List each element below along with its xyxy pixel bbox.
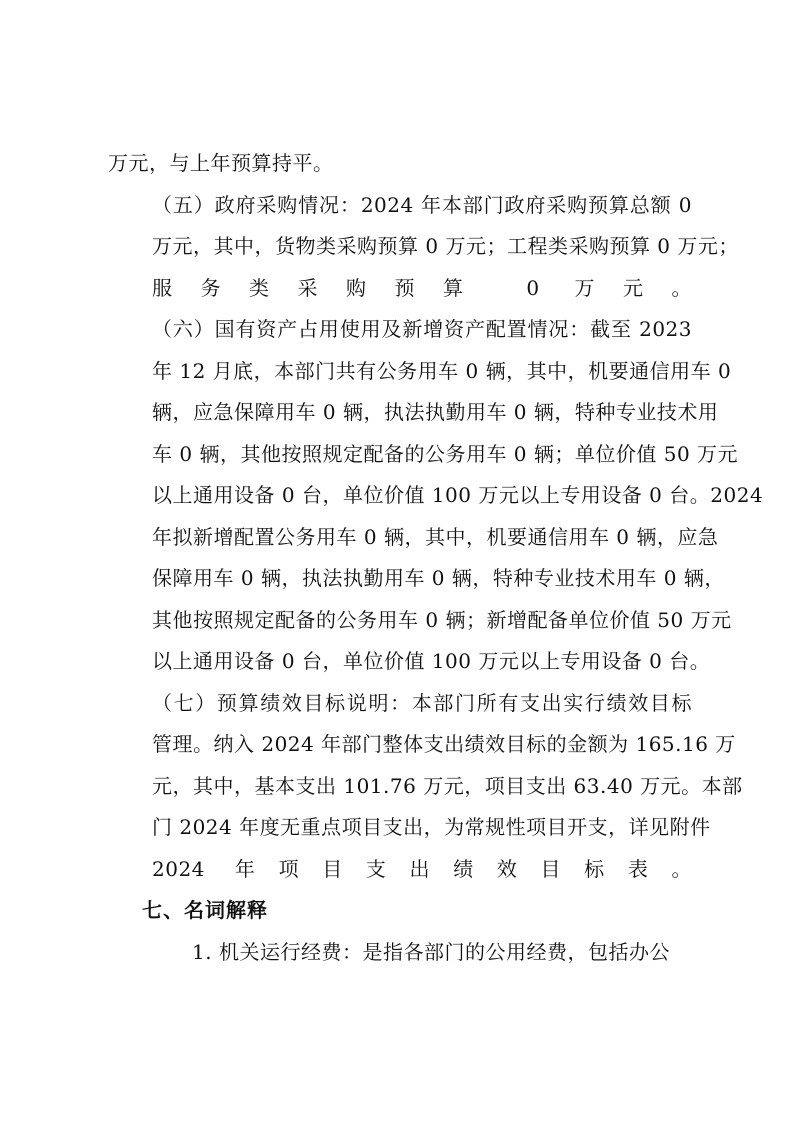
text-line: 元，其中，基本支出 101.76 万元，项目支出 63.40 万元。本部 bbox=[152, 773, 743, 798]
text-line: 门 2024 年度无重点项目支出，为常规性项目开支，详见附件 bbox=[152, 815, 711, 839]
paragraph-terms bbox=[108, 932, 692, 974]
text-line: 年 12 月底，本部门共有公务用车 0 辆，其中，机要通信用车 0 bbox=[152, 358, 732, 383]
text-line: （五）政府采购情况：2024 年本部门政府采购预算总额 0 bbox=[152, 192, 692, 217]
text-line: 以上通用设备 0 台，单位价值 100 万元以上专用设备 0 台。2024 bbox=[152, 483, 764, 507]
text-line: 万元，与上年预算持平。 bbox=[108, 151, 334, 175]
paragraph-continuation bbox=[108, 143, 692, 185]
section-heading-glossary: 七、名词解释 bbox=[142, 898, 268, 922]
text-line: 服务类采购预算 0 万元。 bbox=[152, 275, 692, 300]
text-line: 1. 机关运行经费：是指各部门的公用经费，包括办公 bbox=[192, 939, 670, 964]
text-line: 万元，其中，货物类采购预算 0 万元；工程类采购预算 0 万元； bbox=[152, 234, 739, 258]
document-body bbox=[108, 143, 764, 973]
text-line: 年拟新增配置公务用车 0 辆，其中，机要通信用车 0 辆，应急 bbox=[152, 524, 719, 549]
text-line: 2024 年项目支出绩效目标表。 bbox=[152, 856, 692, 881]
text-line: （七）预算绩效目标说明：本部门所有支出实行绩效目标 bbox=[152, 690, 692, 715]
paragraph-state-assets bbox=[108, 309, 764, 683]
text-line: 车 0 辆，其他按照规定配备的公务用车 0 辆；单位价值 50 万元 bbox=[152, 441, 739, 466]
text-line: 其他按照规定配备的公务用车 0 辆；新增配备单位价值 50 万元 bbox=[152, 607, 732, 632]
text-line: 辆，应急保障用车 0 辆，执法执勤用车 0 辆，特种专业技术用 bbox=[152, 400, 719, 424]
paragraph-government-procurement bbox=[108, 185, 739, 310]
text-line: （六）国有资产占用使用及新增资产配置情况：截至 2023 bbox=[152, 317, 692, 341]
text-line: 保障用车 0 辆，执法执勤用车 0 辆，特种专业技术用车 0 辆， bbox=[152, 566, 725, 590]
text-line: 以上通用设备 0 台，单位价值 100 万元以上专用设备 0 台。 bbox=[152, 649, 711, 673]
paragraph-performance-targets bbox=[108, 683, 743, 891]
text-line: 管理。纳入 2024 年部门整体支出绩效目标的金额为 165.16 万 bbox=[152, 732, 736, 756]
